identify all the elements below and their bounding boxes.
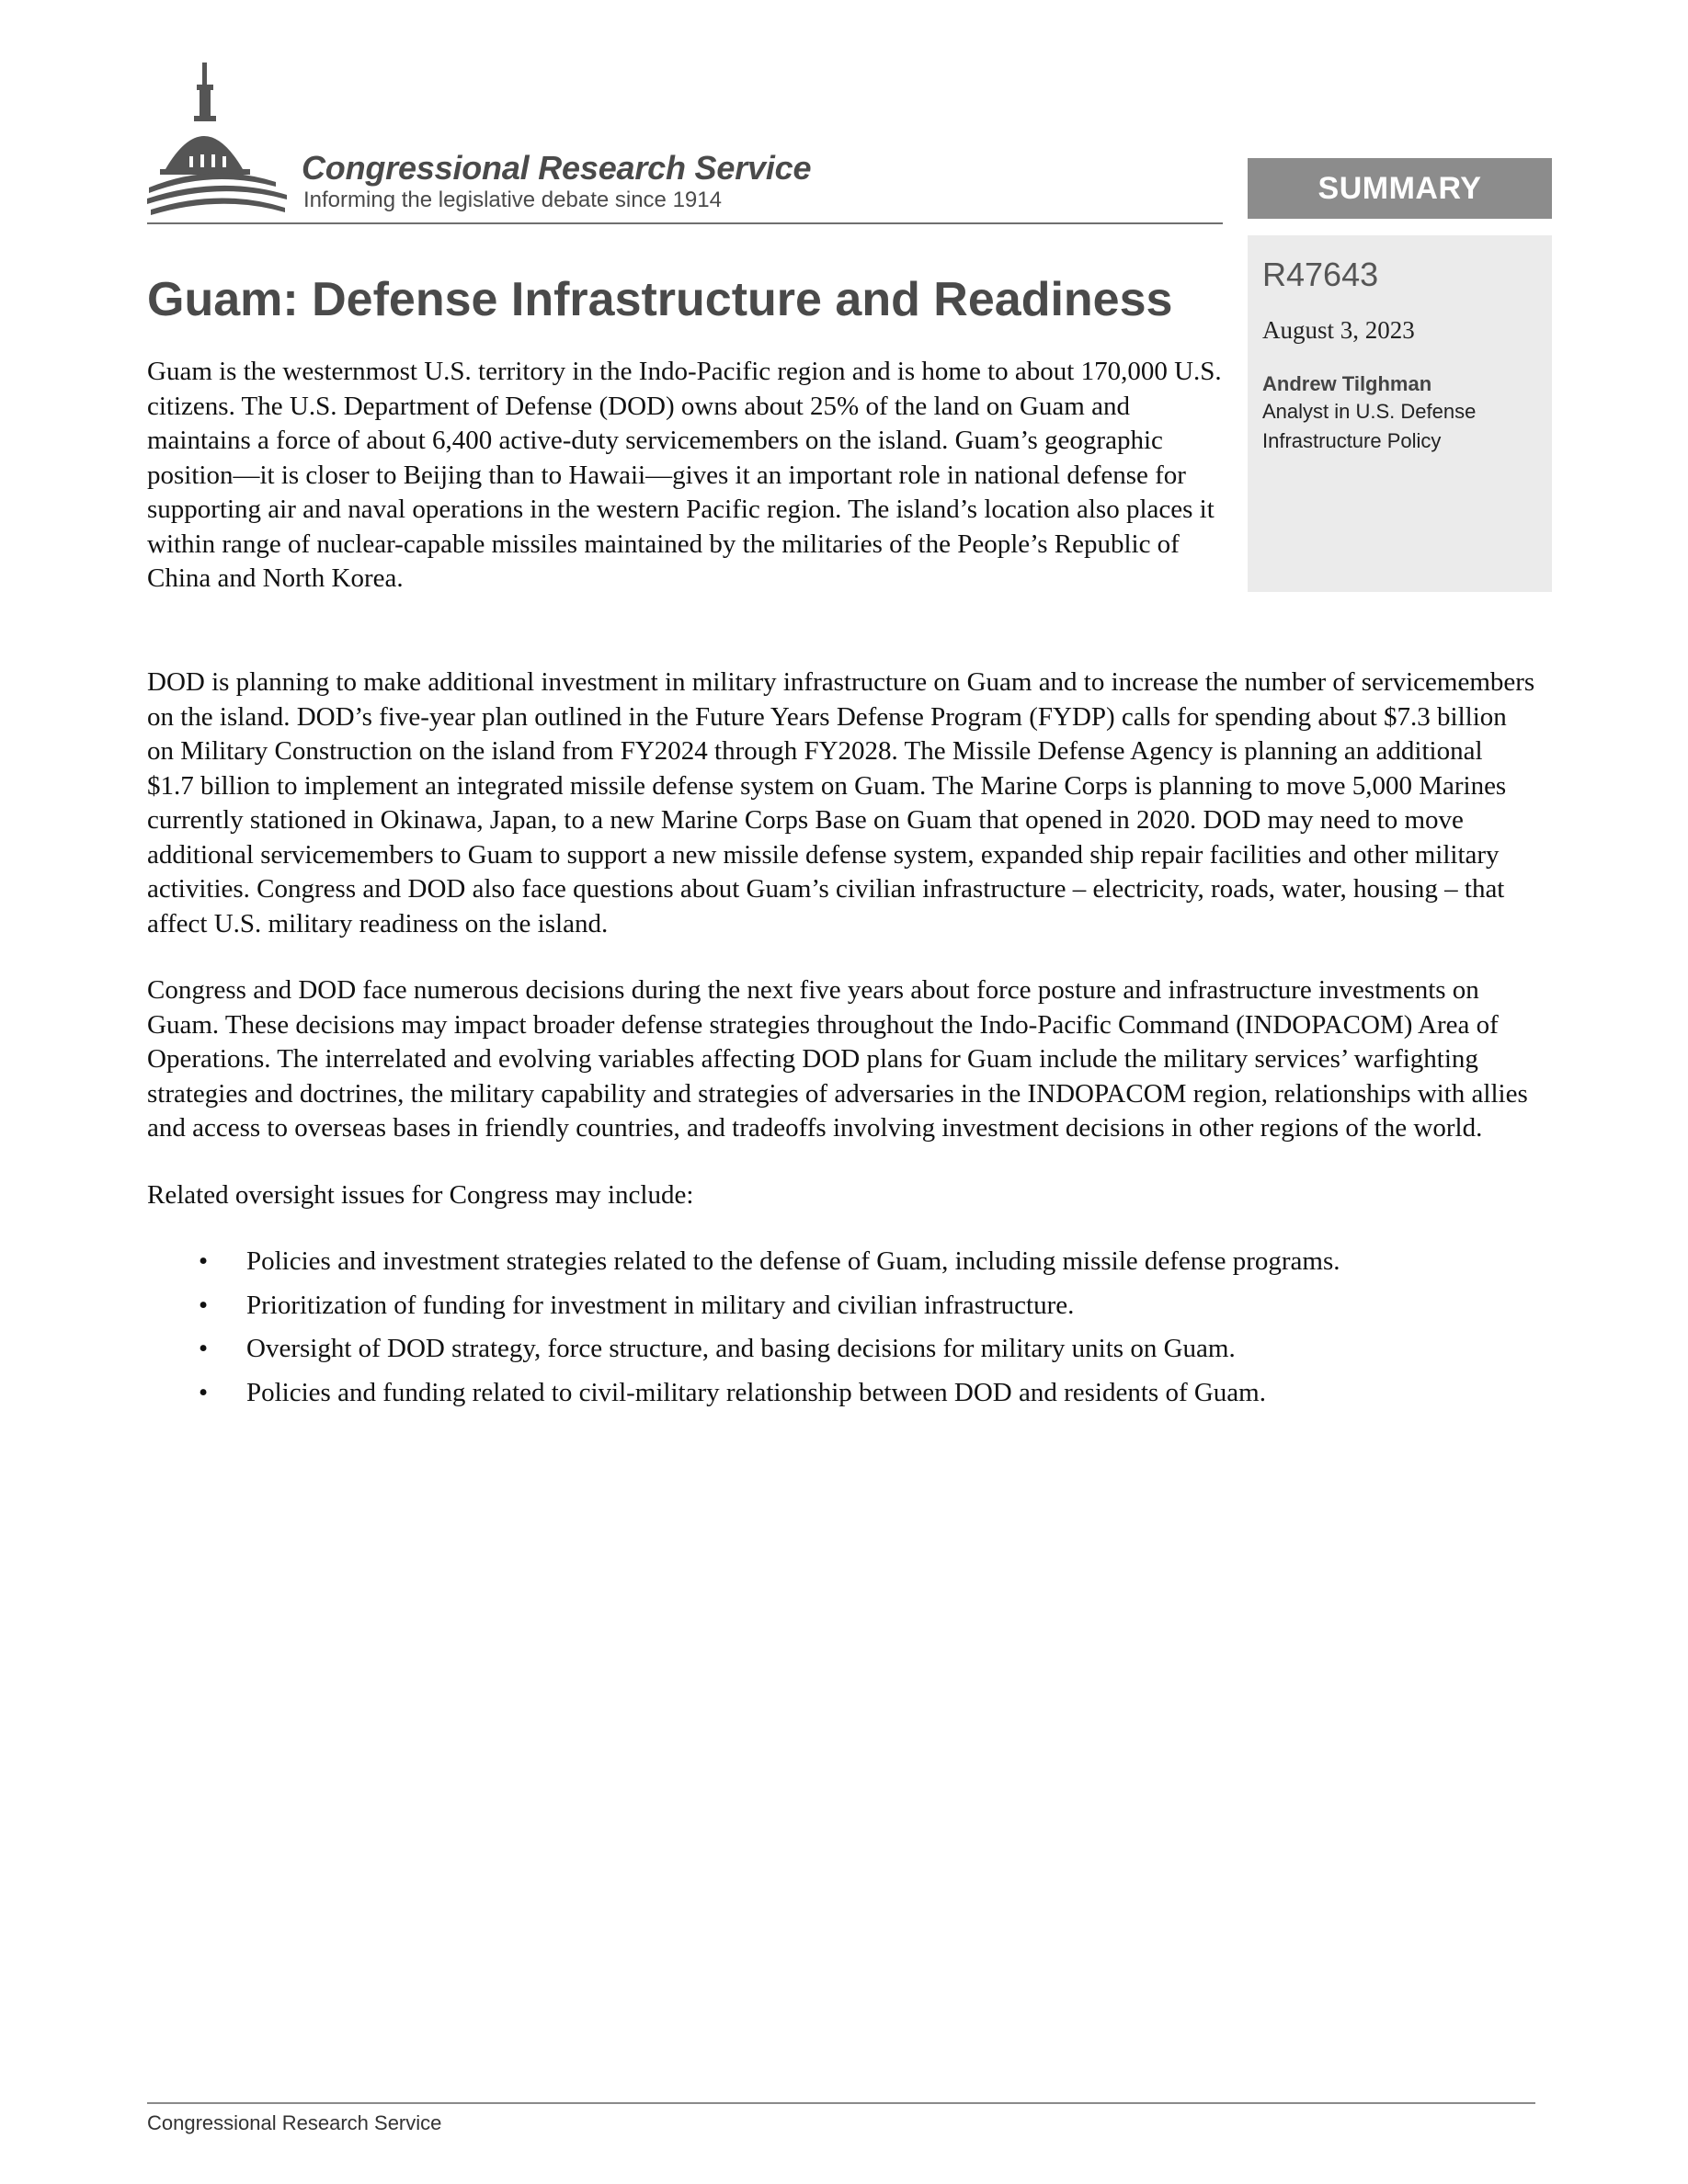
org-name: Congressional Research Service	[302, 149, 812, 187]
bullet-icon: •	[199, 1334, 209, 1363]
author-name: Andrew Tilghman	[1262, 372, 1432, 395]
paragraph-3: Congress and DOD face numerous decisions during the next five years about force posture and infrastructure investments on Guam. These decisions may impact broader defense strategies throughout the Indo-Pacific Command (INDOPACOM) Area of Operations. The interrelated and evolving variables affecting DOD plans for Guam include the military services’ warfighting strategies and doctrines, the military capability and strategies of adversaries in the INDOPACOM region, relationships with allies and access to overseas bases in friendly countries, and tradeoffs involving investment decisions in other regions of the world.	[147, 975, 1528, 1143]
bullet-icon: •	[199, 1377, 209, 1407]
page-title: Guam: Defense Infrastructure and Readiness	[147, 273, 1173, 326]
oversight-issues-list	[147, 1245, 1535, 1410]
report-date: August 3, 2023	[1262, 316, 1415, 344]
summary-heading: SUMMARY	[1248, 158, 1552, 219]
list-item-text: Policies and funding related to civil-military relationship between DOD and residents of Guam.	[246, 1377, 1266, 1407]
bullet-icon: •	[199, 1246, 209, 1276]
list-item	[147, 1245, 1506, 1280]
list-item-text: Prioritization of funding for investment in military and civilian infrastructure.	[246, 1290, 1075, 1320]
list-item-text: Policies and investment strategies related to the defense of Guam, including missile defense programs.	[246, 1246, 1340, 1276]
crs-header-logo	[147, 61, 1223, 224]
body-text	[147, 665, 1535, 1419]
footer-divider	[147, 2102, 1535, 2104]
summary-sidebar	[1248, 235, 1552, 592]
author-title: Analyst in U.S. Defense Infrastructure Policy	[1262, 400, 1477, 452]
bullet-icon: •	[199, 1290, 209, 1320]
org-tagline: Informing the legislative debate since 1914	[303, 188, 722, 212]
paragraph-1: Guam is the westernmost U.S. territory in the Indo-Pacific region and is home to about 170,000 U.S. citizens. The U.S. Department of Defense (DOD) owns about 25% of the land on Guam and maintains a force of about 6,400 active-duty servicemembers on the island. Guam’s geographic position—it is closer to Beijing than to Hawaii—gives it an important role in national defense for supporting air and naval operations in the western Pacific region. The island’s location also places it within range of nuclear-capable missiles maintained by the militaries of the People’s Republic of China and North Korea.	[147, 357, 1222, 593]
header-divider	[147, 222, 1223, 224]
list-item-text: Oversight of DOD strategy, force structure, and basing decisions for military units on Guam.	[246, 1334, 1236, 1363]
capitol-dome-icon	[147, 61, 294, 222]
list-item	[147, 1289, 1506, 1324]
paragraph-4: Related oversight issues for Congress may include:	[147, 1179, 694, 1210]
footer-text: Congressional Research Service	[147, 2111, 442, 2134]
list-item	[147, 1332, 1506, 1367]
report-number: R47643	[1262, 256, 1379, 293]
list-item	[147, 1376, 1506, 1411]
paragraph-2: DOD is planning to make additional investment in military infrastructure on Guam and to increase the number of servicemembers on the island. DOD’s five-year plan outlined in the Future Years Defense Program (FYDP) calls for spending about $7.3 billion on Military Construction on the island from FY2024 through FY2028. The Missile Defense Agency is planning an additional $1.7 billion to implement an integrated missile defense system on Guam. The Marine Corps is planning to move 5,000 Marines currently stationed in Okinawa, Japan, to a new Marine Corps Base on Guam that opened in 2020. DOD may need to move additional servicemembers to Guam to support a new missile defense system, expanded ship repair facilities and other military activities. Congress and DOD also face questions about Guam’s civilian infrastructure – electricity, roads, water, housing – that affect U.S. military readiness on the island.	[147, 667, 1535, 938]
